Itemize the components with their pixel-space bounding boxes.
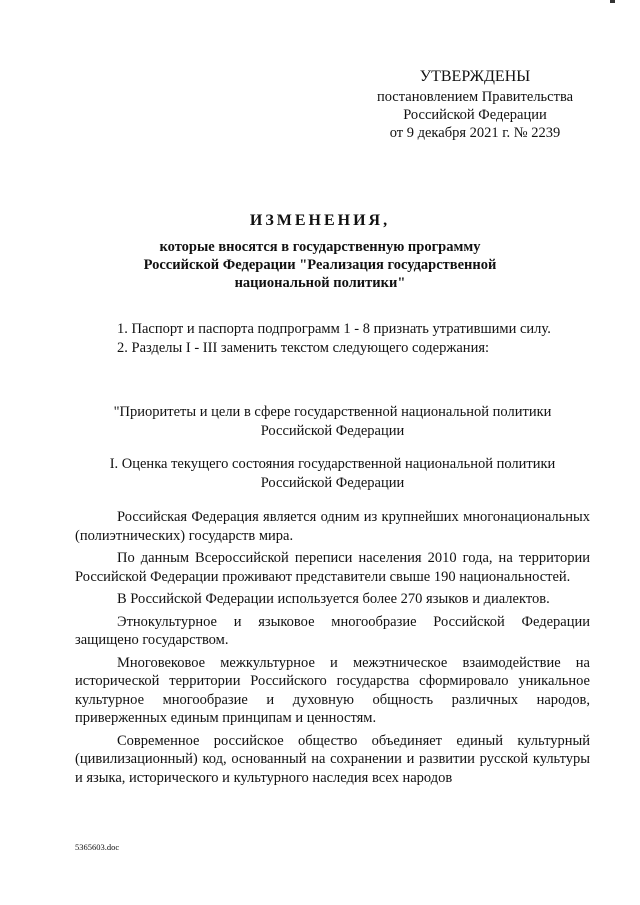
- section-heading-line-2: Российской Федерации: [260, 474, 405, 491]
- approval-line-1: постановлением Правительства: [376, 89, 574, 105]
- section-title-line-2: Российской Федерации: [260, 422, 405, 439]
- paragraph-1: Российская Федерация является одним из крупнейших многонациональных (полиэтнических) государств мира.: [75, 509, 590, 544]
- paragraph-4: Этнокультурное и языковое многообразие Российской Федерации защищено государством.: [75, 613, 590, 648]
- subtitle-line-3: национальной политики": [234, 275, 406, 291]
- item-1: 1. Паспорт и паспорта подпрограмм 1 - 8 признать утратившими силу.: [117, 321, 551, 337]
- document-title: ИЗМЕНЕНИЯ,: [249, 212, 391, 229]
- approval-line-3: от 9 декабря 2021 г. № 2239: [389, 125, 561, 141]
- subtitle-line-2: Российской Федерации "Реализация государственной: [143, 257, 497, 273]
- section-title-line-1: "Приоритеты и цели в сфере государственной национальной политики: [113, 404, 552, 420]
- subtitle-line-1: которые вносятся в государственную программу: [159, 239, 481, 255]
- scan-mark: [610, 0, 615, 3]
- approval-block: [360, 66, 590, 142]
- file-reference: 5365603.doc: [75, 842, 120, 852]
- paragraph-5: Многовековое межкультурное и межэтническое взаимодействие на исторической территории Российского государства сформировало уникальное культурное многообразие и духовную общность различных народов, приверженных единым принципам и ценностям.: [75, 654, 590, 726]
- paragraph-6: Современное российское общество объединяет единый культурный (цивилизационный) код, основанный на сохранении и развитии русской культуры и языка, исторического и культурного наследия всех народов: [75, 732, 590, 786]
- approval-heading: УТВЕРЖДЕНЫ: [419, 68, 531, 85]
- section-heading: [75, 455, 590, 492]
- approval-line-2: Российской Федерации: [403, 107, 547, 123]
- paragraph-2: По данным Всероссийской переписи населения 2010 года, на территории Российской Федерации проживают представители свыше 190 национальностей.: [75, 550, 590, 585]
- paragraph-3: В Российской Федерации используется более 270 языков и диалектов.: [117, 591, 550, 607]
- section-heading-line-1: I. Оценка текущего состояния государственной национальной политики: [109, 456, 556, 472]
- items-block: [75, 320, 590, 357]
- document-subtitle: [110, 238, 530, 292]
- body-paragraphs: [75, 508, 590, 787]
- section-title: [75, 403, 590, 440]
- item-2: 2. Разделы I - III заменить текстом следующего содержания:: [117, 339, 490, 356]
